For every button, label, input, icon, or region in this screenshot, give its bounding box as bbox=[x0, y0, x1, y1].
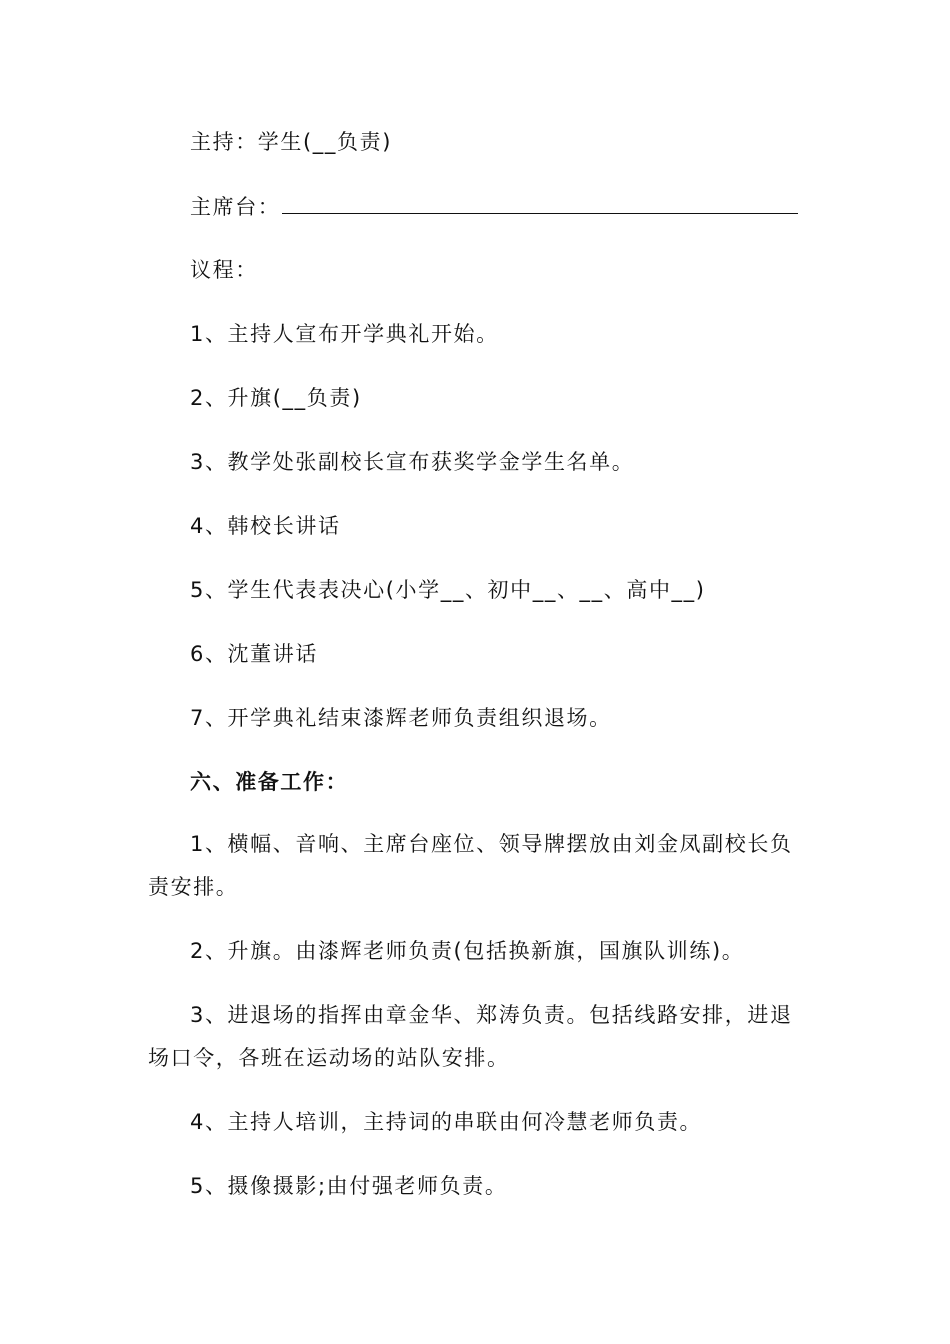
section-heading: 六、准备工作： bbox=[190, 770, 349, 794]
prep-item: 1、横幅、音响、主席台座位、领导牌摆放由刘金凤副校长负责安排。 bbox=[148, 832, 793, 899]
prep-item: 4、主持人培训，主持词的串联由何冷慧老师负责。 bbox=[190, 1110, 703, 1134]
prep-item: 3、进退场的指挥由章金华、郑涛负责。包括线路安排，进退场口令，各班在运动场的站队安排。 bbox=[148, 1003, 793, 1070]
agenda-label: 议程： bbox=[190, 258, 258, 282]
agenda-item: 6、沈董讲话 bbox=[190, 642, 318, 666]
rostrum-blank-underline bbox=[282, 195, 798, 214]
agenda-item: 7、开学典礼结束漆辉老师负责组织退场。 bbox=[190, 706, 612, 730]
rostrum-label: 主席台： bbox=[190, 195, 281, 219]
agenda-item: 2、升旗(__负责) bbox=[190, 386, 362, 410]
agenda-item: 1、主持人宣布开学典礼开始。 bbox=[190, 322, 499, 346]
agenda-item: 3、教学处张副校长宣布获奖学金学生名单。 bbox=[190, 450, 635, 474]
prep-item: 2、升旗。由漆辉老师负责(包括换新旗，国旗队训练)。 bbox=[190, 939, 745, 963]
prep-item: 5、摄像摄影;由付强老师负责。 bbox=[190, 1174, 508, 1198]
agenda-item: 4、韩校长讲话 bbox=[190, 514, 341, 538]
agenda-item: 5、学生代表表决心(小学__、初中__、__、高中__) bbox=[190, 578, 706, 602]
rostrum-line bbox=[148, 186, 850, 229]
host-line: 主持：学生(__负责) bbox=[190, 130, 392, 154]
